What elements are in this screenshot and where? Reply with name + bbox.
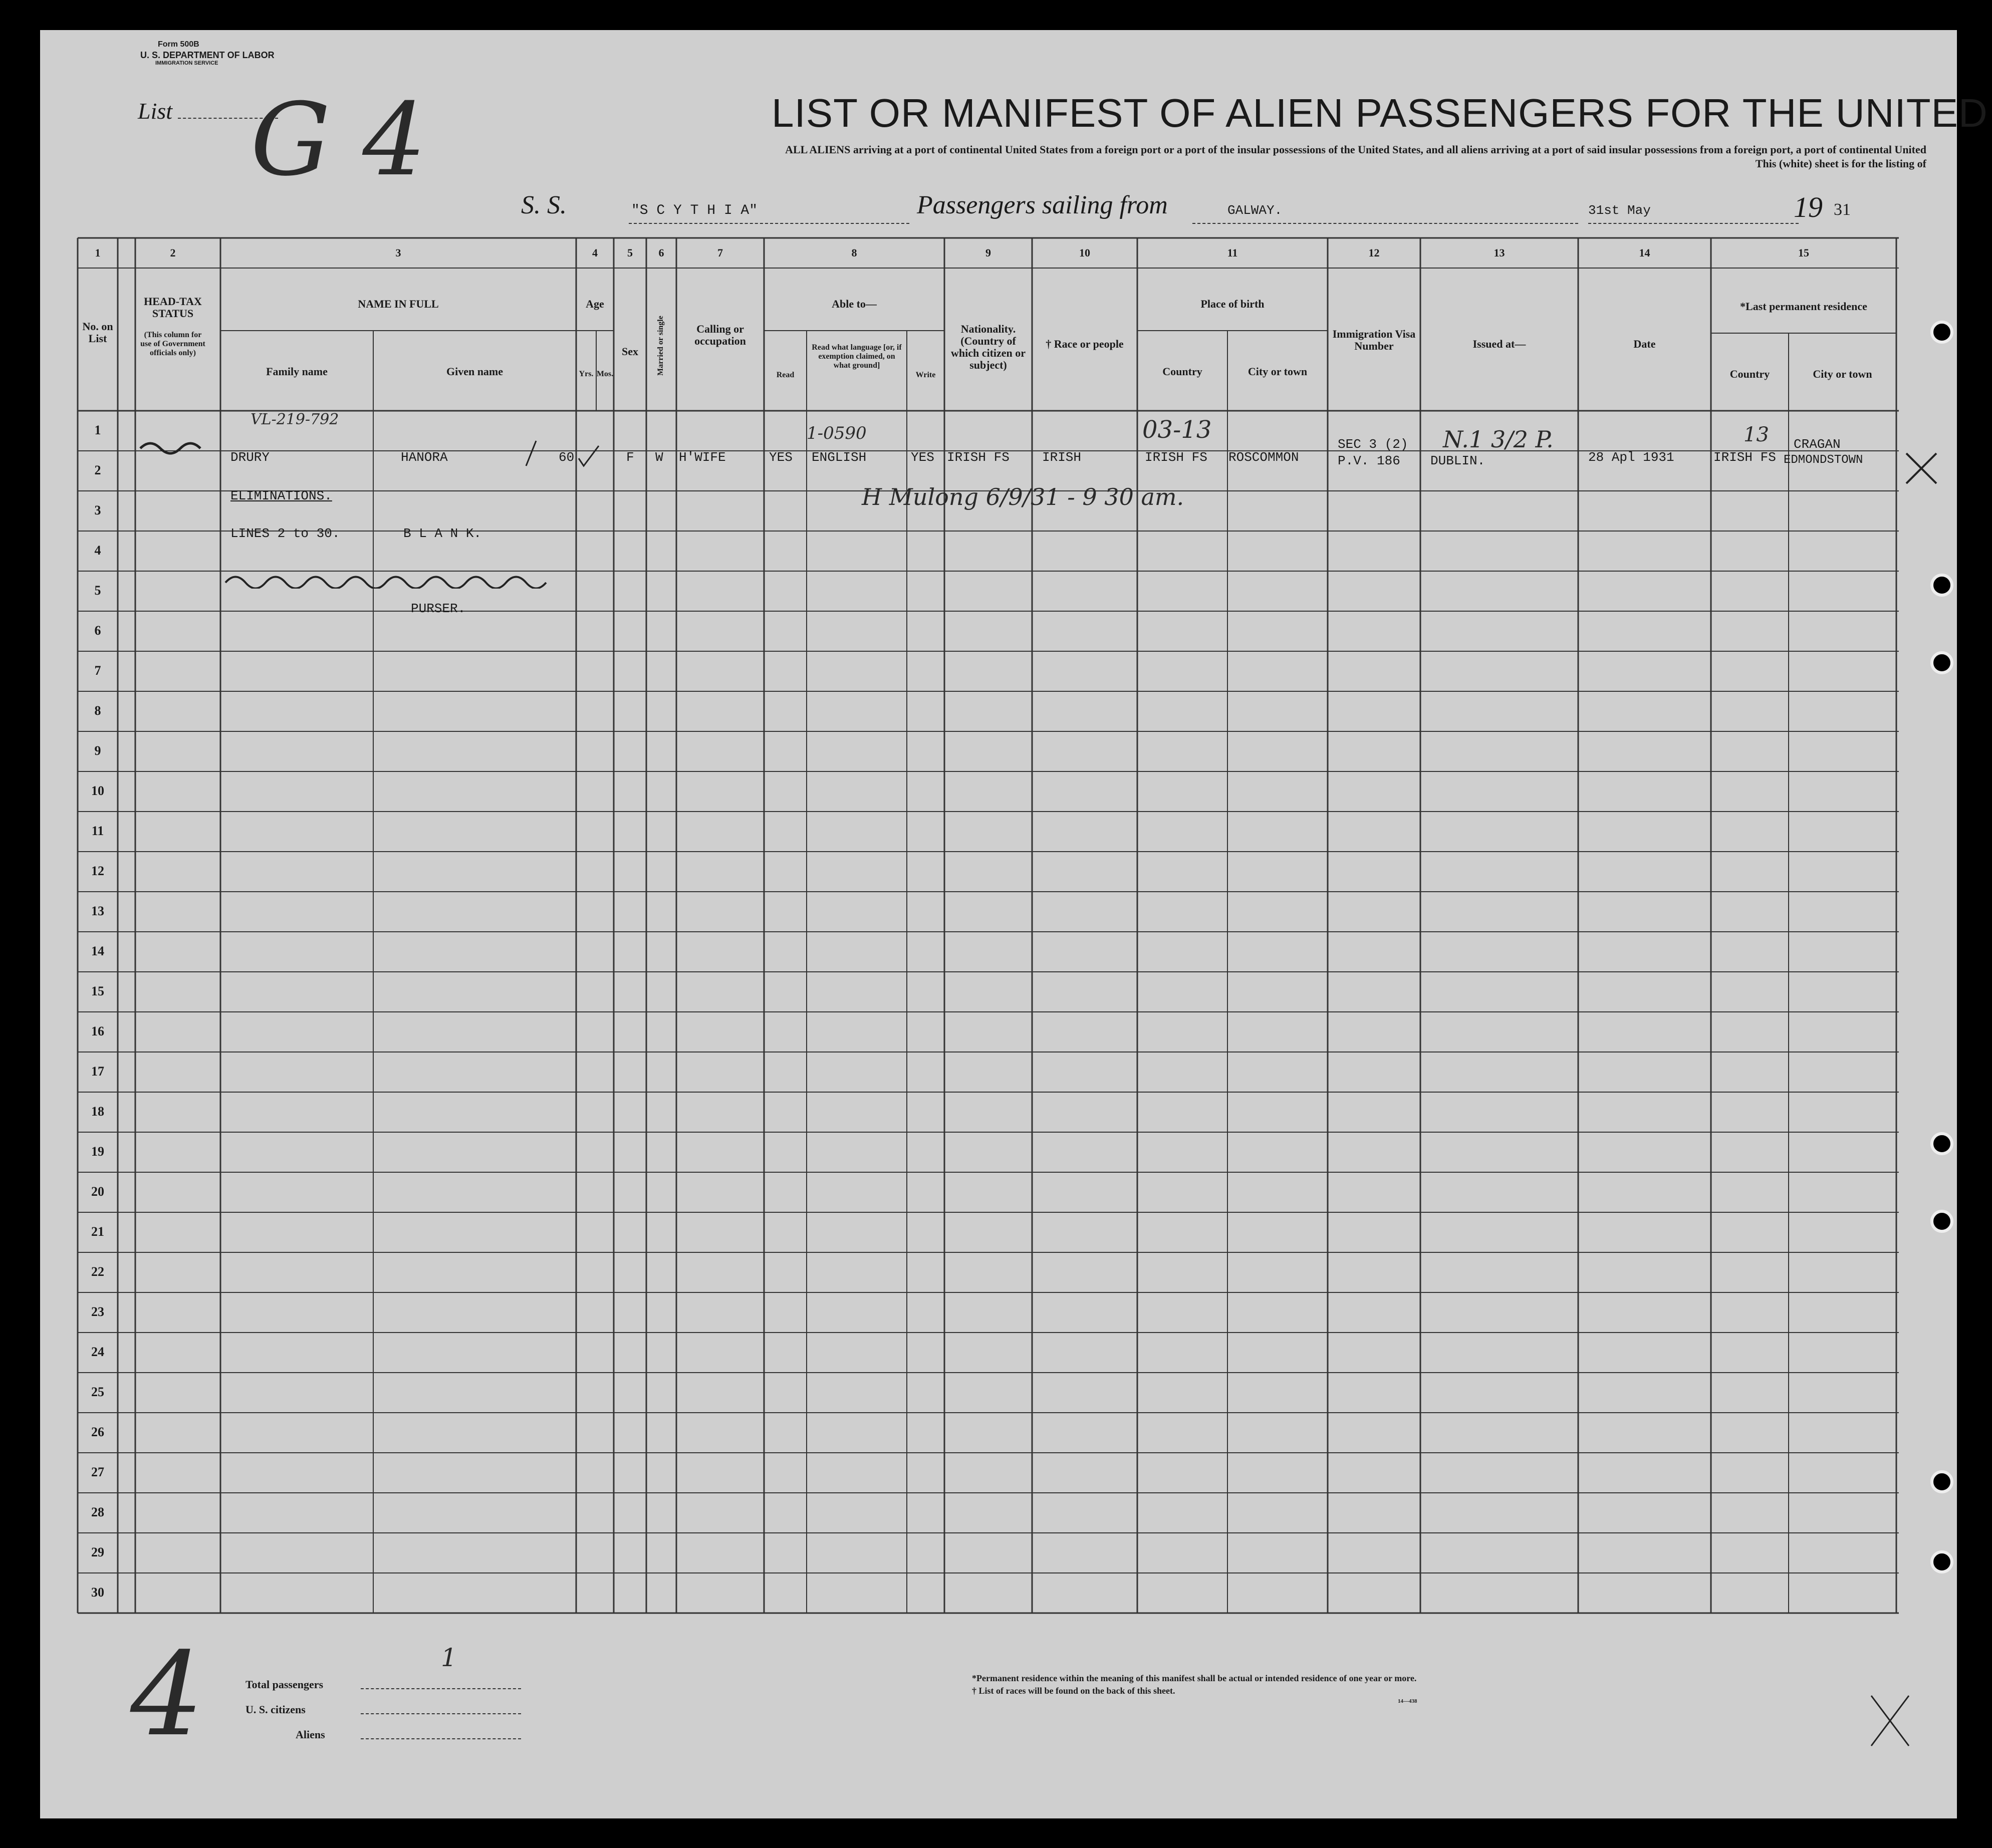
head-tax-stamp [138,438,208,458]
sailing-date: 31st May [1588,203,1651,218]
sailing-label: Passengers sailing from [917,191,1168,219]
row-number: 28 [91,1505,104,1519]
annotation-family: VL-219-792 [251,411,339,428]
binder-hole [1930,1550,1953,1573]
row3-blank-text: B L A N K. [403,526,482,541]
col-number-6: 6 [658,246,664,259]
binder-hole [1930,1132,1953,1155]
header-age: Age [586,298,604,310]
header-head-tax-note: (This column for use of Government officials only) [140,331,205,357]
total-passengers-mark: 1 [441,1643,457,1672]
department-name: U. S. DEPARTMENT OF LABOR [140,50,275,60]
aliens-line [361,1738,521,1739]
header-sex: Sex [622,345,638,358]
header-name-in-full: NAME IN FULL [358,298,439,310]
header-family-name: Family name [266,365,328,378]
age-check-mark [576,443,601,471]
annotation-language: 1-0590 [807,423,867,443]
col-number-14: 14 [1639,246,1650,259]
header-date: Date [1633,338,1656,350]
row1-read: YES [769,450,793,465]
header-birth-city: City or town [1248,365,1308,378]
row-number: 6 [94,623,101,638]
row-number: 3 [94,503,101,517]
row1-res-city-line2: EDMONDSTOWN [1784,453,1863,467]
row2-eliminations: ELIMINATIONS. [230,488,332,503]
header-head-tax: HEAD-TAX STATUS [144,295,202,320]
row1-given: HANORA [401,450,448,465]
row1-visa-line2: P.V. 186 [1338,453,1400,468]
row-number: 20 [91,1184,104,1199]
header-mos: Mos. [596,370,614,378]
col-number-15: 15 [1798,246,1809,259]
row-number: 18 [91,1104,104,1119]
row1-res-country: IRISH FS [1713,450,1776,465]
us-citizens-line [361,1713,521,1714]
header-read-language: Read what language [or, if exemption claimed, on what ground] [812,343,902,370]
header-given-name: Given name [446,365,504,378]
row1-visa-date: 28 Apl 1931 [1588,450,1674,465]
col-number-3: 3 [395,246,401,259]
header-calling: Calling or occupation [694,323,746,347]
footer-note-1: *Permanent residence within the meaning of this manifest shall be actual or intended residence of one year or more. [972,1673,1417,1683]
col-number-8: 8 [851,246,857,259]
annotation-issued: N.1 3/2 P. [1443,426,1554,453]
row-number: 15 [91,984,104,998]
row1-visa-line1: SEC 3 (2) [1338,437,1408,452]
col-number-1: 1 [95,246,101,259]
header-visa: Immigration Visa Number [1332,328,1416,352]
row1-race: IRISH [1042,450,1082,465]
total-passengers-line [361,1688,521,1689]
row-number: 16 [91,1024,104,1038]
row1-nationality: IRISH FS [947,450,1010,465]
row1-issued-at: DUBLIN. [1430,453,1485,468]
binder-hole [1930,1470,1953,1493]
row-number: 23 [91,1304,104,1319]
row1-write: YES [911,450,934,465]
year-suffix: 31 [1834,200,1851,219]
service-name: IMMIGRATION SERVICE [155,60,218,66]
row1-birth-country: IRISH FS [1145,450,1207,465]
header-res-city: City or town [1813,368,1872,380]
footer-x-mark [1869,1693,1914,1751]
row1-sex: F [626,450,634,465]
footer-total-passengers: Total passengers [245,1678,324,1691]
manifest-title: LIST OR MANIFEST OF ALIEN PASSENGERS FOR THE UNITED [772,91,1988,135]
manifest-sheet [40,30,1988,1818]
header-issued-at: Issued at— [1472,338,1526,350]
row1-res-city-line1: CRAGAN [1794,437,1841,452]
row1-married: W [655,450,663,465]
annotation-row2: H Mulong 6/9/31 - 9 30 am. [862,483,1184,510]
row-number: 14 [91,944,104,958]
year-prefix: 19 [1794,191,1823,223]
row-number: 25 [91,1385,104,1399]
col-number-2: 2 [170,246,176,259]
row-number: 30 [91,1585,104,1600]
ss-label: S. S. [521,191,567,219]
row-number: 9 [94,743,101,758]
col-number-9: 9 [985,246,991,259]
header-nationality: Nationality. (Country of which citizen or subject) [950,323,1026,371]
annotation-birth: 03-13 [1142,416,1212,444]
col-number-4: 4 [592,246,598,259]
row-number: 12 [91,864,104,878]
row-number: 2 [94,463,101,477]
row1-occupation: H'WIFE [679,450,726,465]
row3-lines-text: LINES 2 to 30. [230,526,340,541]
col-number-5: 5 [627,246,633,259]
subtitle-line-2: This (white) sheet is for the listing of [1755,157,1926,170]
row-number: 5 [94,583,101,598]
row-number: 13 [91,904,104,918]
annotation-residence: 13 [1744,423,1769,446]
form-number: Form 500B [158,40,199,49]
row-number: 21 [91,1224,104,1239]
header-married: Married or single [656,316,665,376]
row1-birth-city: ROSCOMMON [1228,450,1299,465]
header-write: Write [915,371,936,379]
row1-family: DRURY [230,450,270,465]
list-label: List [138,98,173,124]
row-number: 10 [91,783,104,798]
header-able-to: Able to— [832,298,877,310]
binder-hole [1930,321,1953,344]
family-check-mark [521,438,541,471]
header-no-on-list: No. on List [82,320,113,345]
row-number: 24 [91,1345,104,1359]
header-yrs: Yrs. [579,370,594,378]
binder-hole [1930,1210,1953,1233]
row1-language: ENGLISH [812,450,867,465]
row-number: 11 [91,824,104,838]
subtitle-line-1: ALL ALIENS arriving at a port of continental United States from a foreign port or a port of the insular possessions of the United States, and all aliens arriving at a port of said insular possessions from a foreign port, a port of continental United [785,143,1926,156]
footer-form-code: 14—438 [1398,1698,1417,1704]
footer-handwritten-count: 4 [130,1628,204,1762]
header-read: Read [776,371,795,379]
row-number: 19 [91,1144,104,1159]
row-number: 27 [91,1465,104,1479]
row-number: 4 [94,543,101,558]
row-number: 26 [91,1425,104,1439]
row-number: 8 [94,703,101,718]
row-number: 22 [91,1264,104,1279]
col-number-12: 12 [1368,246,1380,259]
col-number-13: 13 [1493,246,1505,259]
header-birth-country: Country [1162,365,1202,378]
header-race: † Race or people [1046,338,1124,350]
header-res-country: Country [1729,368,1770,380]
col-number-11: 11 [1227,246,1238,259]
col-number-10: 10 [1079,246,1090,259]
footer-us-citizens: U. S. citizens [245,1703,306,1716]
row-number: 1 [94,423,101,437]
footer-note-2: † List of races will be found on the back of this sheet. [972,1686,1175,1696]
footer-aliens: Aliens [296,1728,325,1741]
binder-hole [1930,574,1953,597]
row-number: 17 [91,1064,104,1079]
row-number: 29 [91,1545,104,1559]
port-name: GALWAY. [1227,203,1283,218]
list-handwritten: G 4 [251,82,426,198]
row1-x-mark [1904,451,1939,488]
ship-name: "S C Y T H I A" [631,203,758,218]
row5-purser: PURSER. [411,601,466,616]
row4-scribble [220,569,566,589]
header-place-of-birth: Place of birth [1200,298,1265,310]
row1-age: 60 [559,450,575,465]
row-number: 7 [94,663,101,678]
header-last-residence: *Last permanent residence [1740,300,1867,313]
col-number-7: 7 [717,246,723,259]
binder-hole [1930,651,1953,674]
